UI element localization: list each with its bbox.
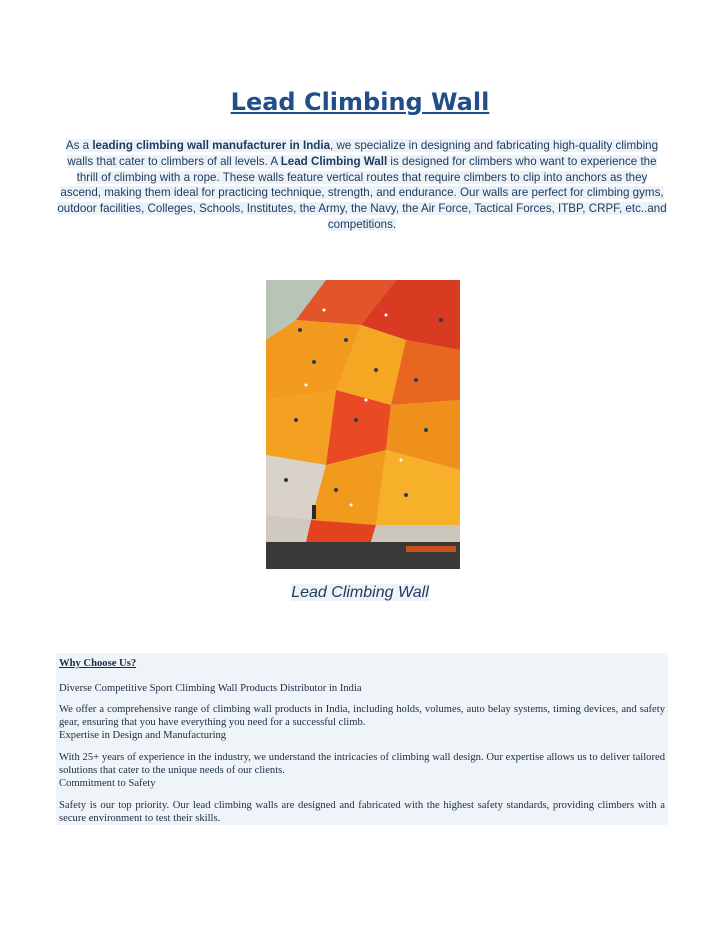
intro-text-3: is designed for climbers who want to experience the thrill of climbing with a rope. These walls feature vertical routes that require climbers to clip into anchors as they ascend, making them ideal for practicing technique, strength, and endurance. Our walls are perfect for climbing gyms, outdoor facilities, Colleges, Schools, Institutes, the Army, the Navy, the Air Force, Tactical Forces, ITBP, CRPF, etc..and competitions. bbox=[57, 154, 667, 231]
why-paragraph-4: With 25+ years of experience in the industry, we understand the intricacies of climbing wall design. Our expertise allows us to deliver tailored solutions that cater to the unique needs of our clients. bbox=[59, 752, 665, 776]
intro-text-2: , we specialize in designing and fabricating high-quality climbing walls that cater to climbers of all levels. A bbox=[67, 139, 659, 168]
climbing-wall-illustration bbox=[266, 280, 460, 569]
intro-text-1: As a bbox=[65, 139, 93, 152]
intro-paragraph bbox=[56, 138, 668, 233]
image-caption bbox=[0, 584, 720, 602]
intro-bold-manufacturer: leading climbing wall manufacturer in India bbox=[92, 139, 331, 152]
page-title: Lead Climbing Wall bbox=[230, 88, 490, 116]
why-heading: Why Choose Us? bbox=[59, 658, 137, 669]
intro-bold-lead-wall: Lead Climbing Wall bbox=[280, 154, 388, 168]
why-paragraph-1: Diverse Competitive Sport Climbing Wall Products Distributor in India bbox=[59, 683, 362, 694]
why-choose-us-section bbox=[56, 653, 668, 825]
climbing-wall-photo bbox=[266, 280, 460, 569]
why-paragraph-5: Commitment to Safety bbox=[59, 778, 156, 789]
caption-text: Lead Climbing Wall bbox=[291, 584, 429, 601]
why-paragraph-6: Safety is our top priority. Our lead climbing walls are designed and fabricated with the highest safety standards, providing climbers with a secure environment to test their skills. bbox=[59, 800, 665, 824]
intro-highlight bbox=[57, 139, 666, 231]
why-paragraph-2: We offer a comprehensive range of climbing wall products in India, including holds, volumes, auto belay systems, timing devices, and safety gear, ensuring that you have everything you need for a successful climb. bbox=[59, 704, 665, 728]
why-paragraph-3: Expertise in Design and Manufacturing bbox=[59, 730, 227, 741]
